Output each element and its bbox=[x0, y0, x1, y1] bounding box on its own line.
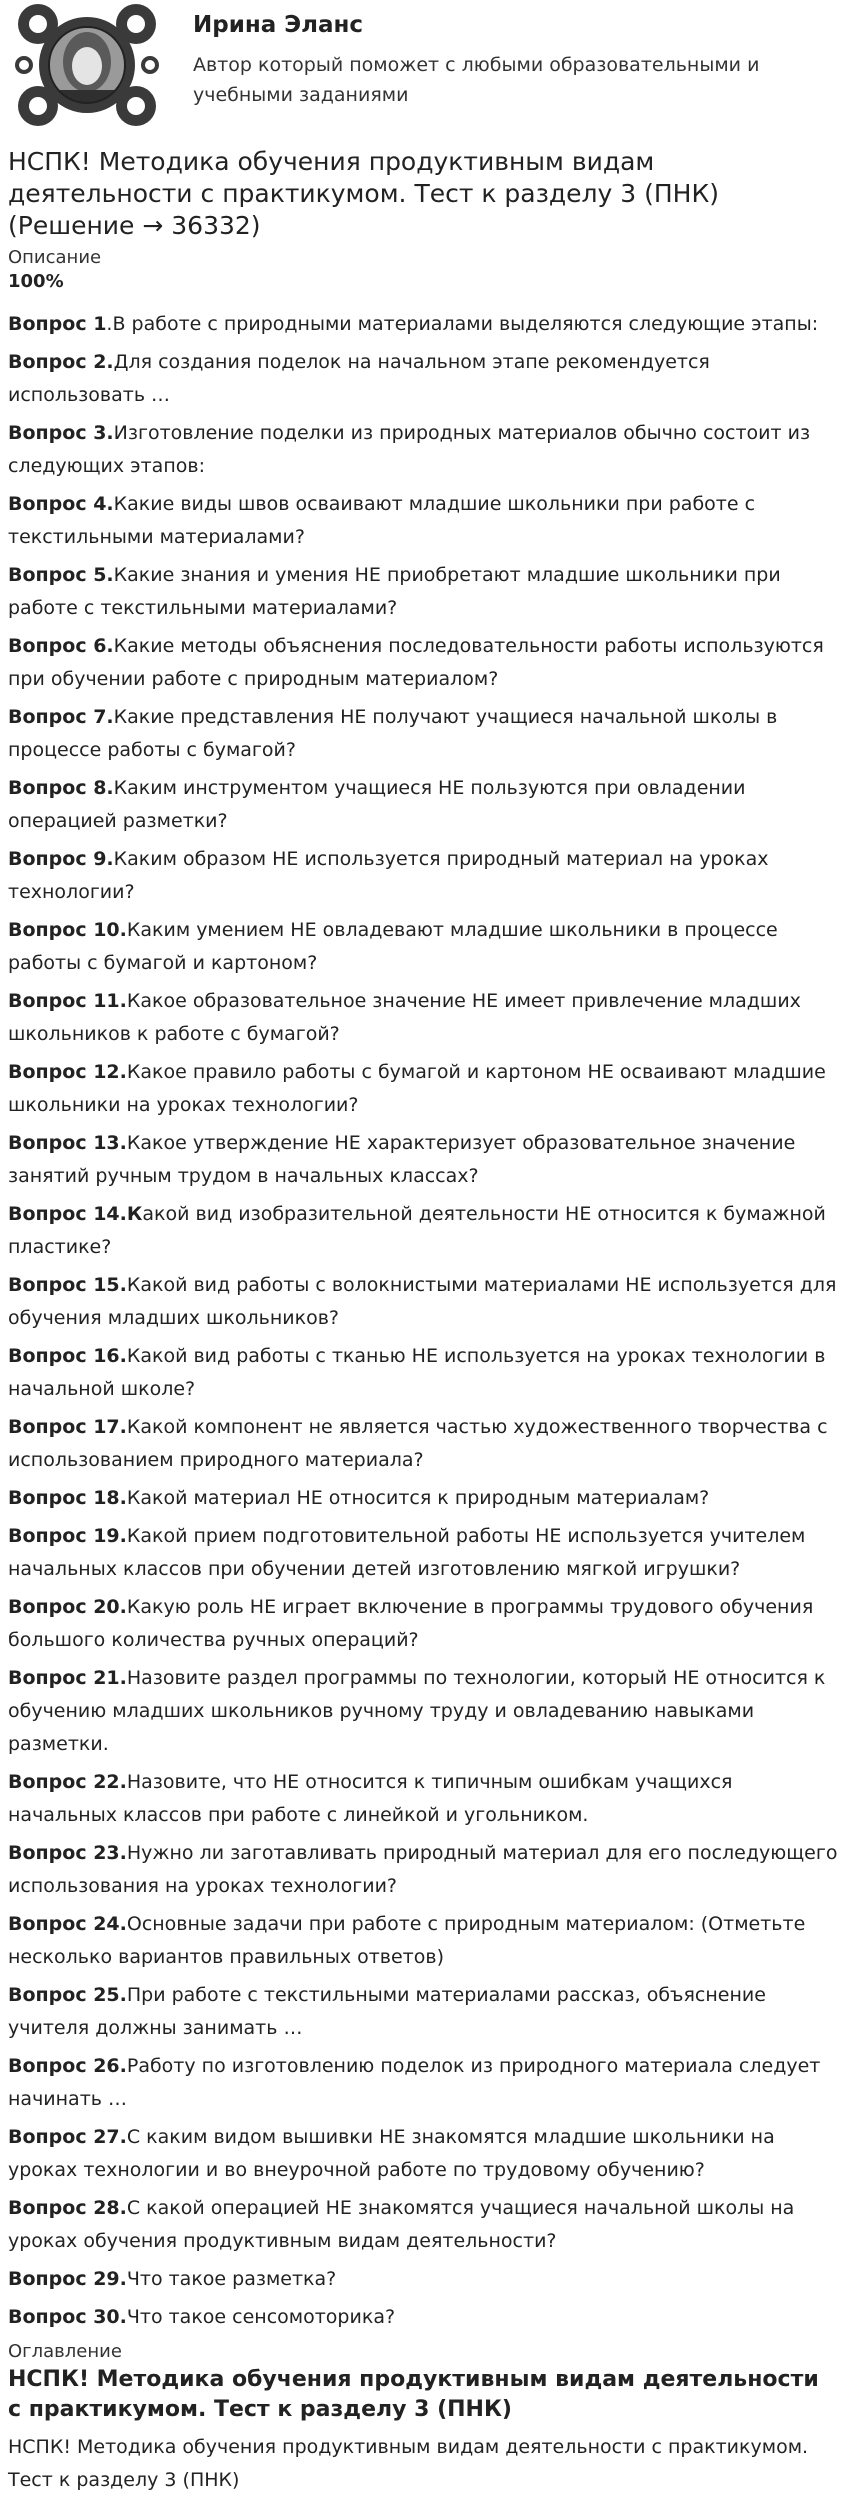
question-number: Вопрос 13. bbox=[8, 1132, 127, 1154]
toc-heading: НСПК! Методика обучения продуктивным видам деятельности с практикумом. Тест к разделу 3 (ПНК) bbox=[8, 2367, 819, 2422]
question-item bbox=[8, 1520, 839, 1586]
question-text: Какую роль НЕ играет включение в программы трудового обучения большого количества ручных операций? bbox=[8, 1596, 814, 1651]
question-text: Работу по изготовлению поделок из природного материала следует начинать … bbox=[8, 2055, 821, 2110]
question-number: Вопрос 16. bbox=[8, 1345, 127, 1367]
question-text: Назовите, что НЕ относится к типичным ошибкам учащихся начальных классов при работе с линейкой и угольником. bbox=[8, 1771, 733, 1826]
question-item bbox=[8, 417, 839, 483]
question-item bbox=[8, 1979, 839, 2045]
question-number: Вопрос 12. bbox=[8, 1061, 127, 1083]
question-text: Каким умением НЕ овладевают младшие школьники в процессе работы с бумагой и картоном? bbox=[8, 919, 778, 974]
question-text: Какой компонент не является частью художественного творчества с использованием природного материала? bbox=[8, 1416, 828, 1471]
question-text: Какие представления НЕ получают учащиеся начальной школы в процессе работы с бумагой? bbox=[8, 706, 778, 761]
question-text: акой вид изобразительной деятельности НЕ относится к бумажной пластике? bbox=[8, 1203, 826, 1258]
question-number: Вопрос 15. bbox=[8, 1274, 127, 1296]
question-item bbox=[8, 843, 839, 909]
question-item bbox=[8, 1591, 839, 1657]
question-number: Вопрос 23. bbox=[8, 1842, 127, 1864]
question-text: Каким инструментом учащиеся НЕ пользуются при овладении операцией разметки? bbox=[8, 777, 746, 832]
toc-item[interactable]: НСПК! Методика обучения продуктивным видам деятельности с практикумом. Тест к разделу 3 (ПНК) bbox=[8, 2436, 809, 2491]
question-text: Основные задачи при работе с природным материалом: (Отметьте несколько вариантов правильных ответов) bbox=[8, 1913, 806, 1968]
question-text: Что такое сенсомоторика? bbox=[126, 2306, 396, 2328]
question-text: .В работе с природными материалами выделяются следующие этапы: bbox=[106, 313, 819, 335]
question-item bbox=[8, 1411, 839, 1477]
question-item bbox=[8, 1127, 839, 1193]
question-number: Вопрос 2. bbox=[8, 351, 114, 373]
percent-badge: 100% bbox=[8, 271, 64, 292]
question-item bbox=[8, 1482, 839, 1515]
question-number: Вопрос 28. bbox=[8, 2197, 127, 2219]
avatar[interactable] bbox=[12, 2, 162, 128]
question-number: Вопрос 6. bbox=[8, 635, 114, 657]
author-bio: Автор который поможет с любыми образовательными и учебными заданиями bbox=[193, 54, 760, 106]
question-text: Какой вид работы с волокнистыми материалами НЕ используется для обучения младших школьников? bbox=[8, 1274, 837, 1329]
question-text: С какой операцией НЕ знакомятся учащиеся начальной школы на уроках обучения продуктивным видам деятельности? bbox=[8, 2197, 795, 2252]
question-item bbox=[8, 1056, 839, 1122]
question-number: Вопрос 29. bbox=[8, 2268, 127, 2290]
page-title: НСПК! Методика обучения продуктивным видам деятельности с практикумом. Тест к разделу 3 (ПНК) (Решение → 36332) bbox=[8, 147, 719, 240]
question-text: При работе с текстильными материалами рассказ, объяснение учителя должны занимать … bbox=[8, 1984, 766, 2039]
question-text: С каким видом вышивки НЕ знакомятся младшие школьники на уроках технологии и во внеурочной работе по трудовому обучению? bbox=[8, 2126, 775, 2181]
question-text: Какие знания и умения НЕ приобретают младшие школьники при работе с текстильными материалами? bbox=[8, 564, 781, 619]
toc-label: Оглавление bbox=[8, 2341, 122, 2362]
question-number: Вопрос 27. bbox=[8, 2126, 127, 2148]
question-text: Какой вид работы с тканью НЕ используется на уроках технологии в начальной школе? bbox=[8, 1345, 826, 1400]
question-number: Вопрос 21. bbox=[8, 1667, 127, 1689]
question-item bbox=[8, 1269, 839, 1335]
question-number: Вопрос 14.К bbox=[8, 1203, 143, 1225]
question-number: Вопрос 3. bbox=[8, 422, 114, 444]
question-text: Какое правило работы с бумагой и картоном НЕ осваивают младшие школьники на уроках технологии? bbox=[8, 1061, 826, 1116]
question-item bbox=[8, 308, 839, 341]
question-number: Вопрос 17. bbox=[8, 1416, 127, 1438]
table-of-contents bbox=[8, 2339, 839, 2497]
question-number: Вопрос 7. bbox=[8, 706, 114, 728]
question-number: Вопрос 30. bbox=[8, 2306, 127, 2328]
question-item bbox=[8, 701, 839, 767]
question-text: Какие виды швов осваивают младшие школьники при работе с текстильными материалами? bbox=[8, 493, 756, 548]
author-card bbox=[8, 0, 839, 140]
question-item bbox=[8, 2121, 839, 2187]
question-item bbox=[8, 772, 839, 838]
question-text: Какое образовательное значение НЕ имеет привлечение младших школьников к работе с бумагой? bbox=[8, 990, 801, 1045]
question-number: Вопрос 20. bbox=[8, 1596, 127, 1618]
question-item bbox=[8, 559, 839, 625]
question-number: Вопрос 8. bbox=[8, 777, 114, 799]
question-text: Какие методы объяснения последовательности работы используются при обучении работе с природным материалом? bbox=[8, 635, 824, 690]
question-item bbox=[8, 2301, 839, 2334]
question-item bbox=[8, 1198, 839, 1264]
question-list bbox=[8, 308, 839, 2334]
avatar-image-icon bbox=[12, 2, 162, 128]
question-item bbox=[8, 2192, 839, 2258]
question-text: Для создания поделок на начальном этапе рекомендуется использовать … bbox=[8, 351, 710, 406]
question-item bbox=[8, 1340, 839, 1406]
question-item bbox=[8, 1908, 839, 1974]
question-number: Вопрос 5. bbox=[8, 564, 114, 586]
question-number: Вопрос 25. bbox=[8, 1984, 127, 2006]
question-number: Вопрос 10. bbox=[8, 919, 127, 941]
question-number: Вопрос 24. bbox=[8, 1913, 127, 1935]
question-number: Вопрос 1 bbox=[8, 313, 107, 335]
question-text: Каким образом НЕ используется природный материал на уроках технологии? bbox=[8, 848, 769, 903]
question-number: Вопрос 11. bbox=[8, 990, 127, 1012]
question-item bbox=[8, 346, 839, 412]
question-item bbox=[8, 1837, 839, 1903]
question-item bbox=[8, 914, 839, 980]
question-number: Вопрос 22. bbox=[8, 1771, 127, 1793]
question-text: Какое утверждение НЕ характеризует образовательное значение занятий ручным трудом в начальных классах? bbox=[8, 1132, 796, 1187]
question-number: Вопрос 9. bbox=[8, 848, 114, 870]
question-text: Какой прием подготовительной работы НЕ используется учителем начальных классов при обучении детей изготовлению мягкой игрушки? bbox=[8, 1525, 806, 1580]
question-item bbox=[8, 1662, 839, 1761]
question-item bbox=[8, 1766, 839, 1832]
question-number: Вопрос 18. bbox=[8, 1487, 127, 1509]
author-name[interactable]: Ирина Эланс bbox=[193, 12, 364, 38]
question-text: Нужно ли заготавливать природный материал для его последующего использования на уроках технологии? bbox=[8, 1842, 838, 1897]
question-item bbox=[8, 2263, 839, 2296]
question-text: Назовите раздел программы по технологии, который НЕ относится к обучению младших школьников ручному труду и овладеванию навыками разметки. bbox=[8, 1667, 826, 1755]
question-number: Вопрос 4. bbox=[8, 493, 114, 515]
question-item bbox=[8, 630, 839, 696]
question-text: Изготовление поделки из природных материалов обычно состоит из следующих этапов: bbox=[8, 422, 811, 477]
description-label: Описание bbox=[8, 247, 102, 268]
question-item bbox=[8, 488, 839, 554]
question-item bbox=[8, 985, 839, 1051]
question-text: Какой материал НЕ относится к природным материалам? bbox=[126, 1487, 710, 1509]
question-item bbox=[8, 2050, 839, 2116]
question-number: Вопрос 26. bbox=[8, 2055, 127, 2077]
question-text: Что такое разметка? bbox=[126, 2268, 337, 2290]
question-number: Вопрос 19. bbox=[8, 1525, 127, 1547]
